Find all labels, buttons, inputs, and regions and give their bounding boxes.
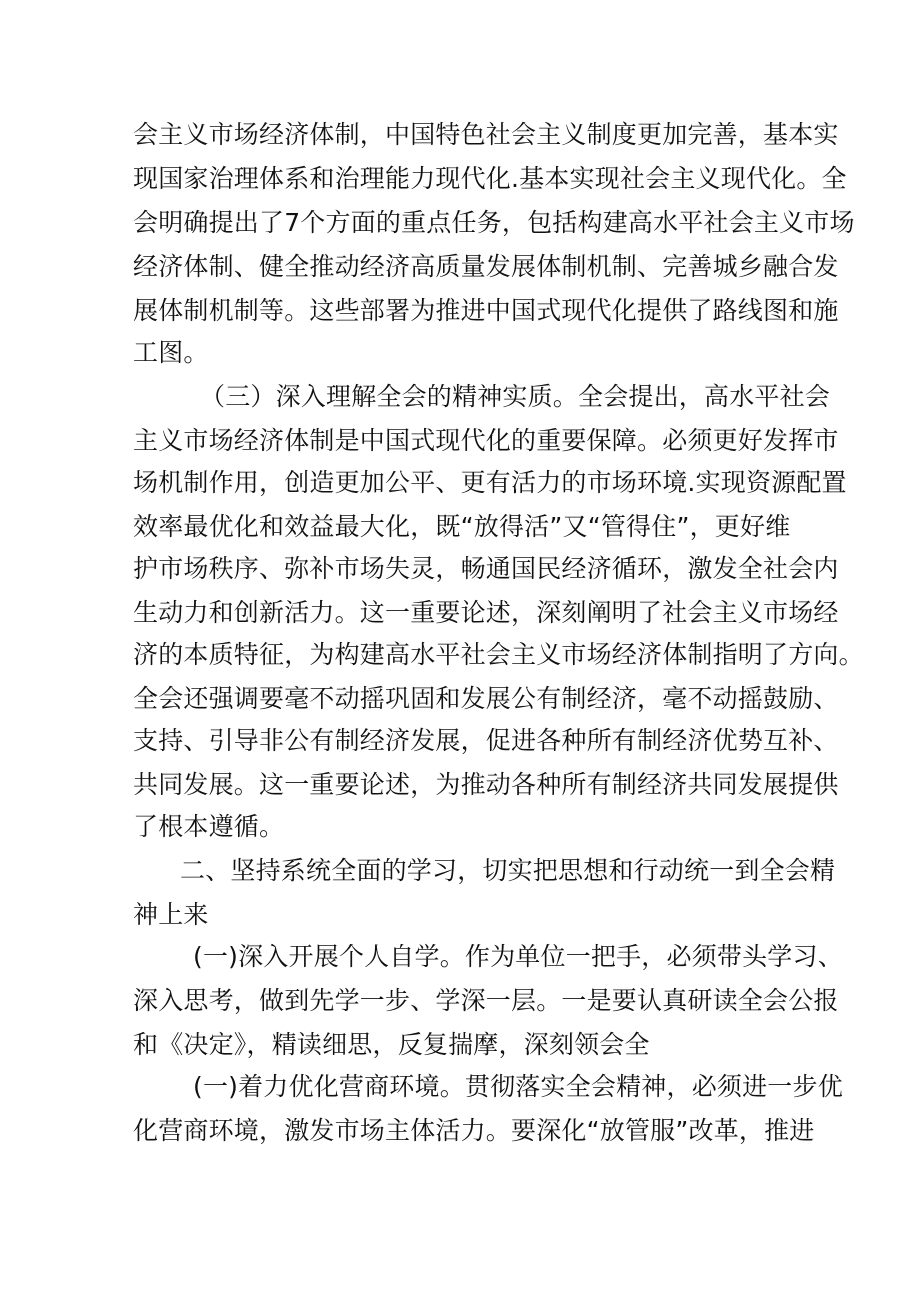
section-heading: 二、坚持系统全面的学习，切实把思想和行动统一到全会精 xyxy=(180,856,836,885)
text-line: 全会还强调要毫不动摇巩固和发展公有制经济，毫不动摇鼓励、 xyxy=(133,684,839,713)
text-line: 共同发展。这一重要论述，为推动各种所有制经济共同发展提供 xyxy=(133,770,839,799)
text-line: 护市场秩序、弥补市场失灵，畅通国民经济循环，激发全社会内 xyxy=(133,554,839,583)
subsection-heading: (一)深入开展个人自学。作为单位一把手，必须带头学习、 xyxy=(193,942,843,971)
text-line: 和《决定》，精读细思，反复揣摩，深刻领会全 xyxy=(133,1030,650,1059)
text-line: 会明确提出了7个方面的重点任务，包括构建高水平社会主义市场 xyxy=(133,208,855,237)
text-line: 化营商环境，激发市场主体活力。要深化“放管服”改革，推进 xyxy=(133,1116,815,1145)
text-line: 济的本质特征，为构建高水平社会主义市场经济体制指明了方向。 xyxy=(133,640,864,669)
section-heading: （三）深入理解全会的精神实质。全会提出，高水平社会 xyxy=(200,382,831,411)
text-line: 会主义市场经济体制，中国特色社会主义制度更加完善，基本实 xyxy=(133,120,839,149)
text-line: 现国家治理体系和治理能力现代化.基本实现社会主义现代化。全 xyxy=(133,164,847,193)
subsection-heading: (一)着力优化营商环境。贯彻落实全会精神，必须进一步优 xyxy=(193,1072,843,1101)
text-line: 工图。 xyxy=(133,338,209,367)
text-line: 效率最优化和效益最大化，既“放得活”又“管得住”，更好维 xyxy=(133,512,791,541)
text-line: 经济体制、健全推动经济高质量发展体制机制、完善城乡融合发 xyxy=(133,252,839,281)
text-line: 了根本遵循。 xyxy=(133,812,285,841)
text-line: 深入思考，做到先学一步、学深一层。一是要认真研读全会公报 xyxy=(133,986,839,1015)
text-line: 神上来 xyxy=(133,900,209,929)
text-line: 展体制机制等。这些部署为推进中国式现代化提供了路线图和施 xyxy=(133,296,839,325)
text-line: 生动力和创新活力。这一重要论述，深刻阐明了社会主义市场经 xyxy=(133,598,839,627)
text-line: 场机制作用，创造更加公平、更有活力的市场环境.实现资源配置 xyxy=(133,468,847,497)
text-line: 主义市场经济体制是中国式现代化的重要保障。必须更好发挥市 xyxy=(133,426,839,455)
text-line: 支持、引导非公有制经济发展，促进各种所有制经济优势互补、 xyxy=(133,726,839,755)
